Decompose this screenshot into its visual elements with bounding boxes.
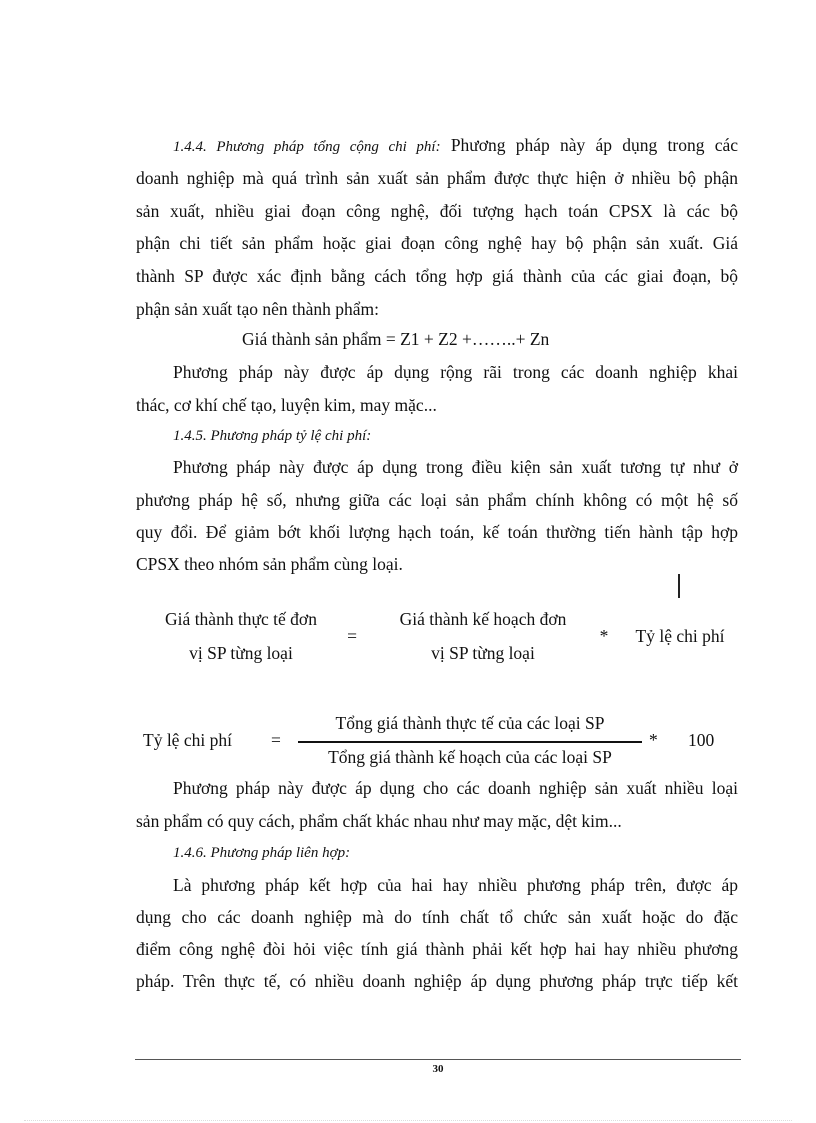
formula1-middle-top: Giá thành kế hoạch đơn: [399, 609, 567, 629]
text-run: Phương pháp này áp dụng trong các: [450, 135, 739, 155]
formula2-denominator: Tổng giá thành kế hoạch của các loại SP: [328, 747, 612, 767]
paragraph-line: phận sản xuất tạo nên thành phẩm:: [136, 299, 379, 319]
paragraph-line: quy đổi. Để giảm bớt khối lượng hạch toán, kế toán thường tiến hành tập hợp: [136, 522, 738, 542]
paragraph-line: dụng cho các doanh nghiệp mà do tính chất tổ chức sản xuất hoặc do đặc: [136, 907, 738, 927]
formula1-left-bottom: vị SP từng loại: [189, 643, 293, 663]
formula1-left-top: Giá thành thực tế đơn: [165, 609, 317, 629]
formula1-times: *: [599, 626, 609, 646]
section-heading-1-4-4: 1.4.4. Phương pháp tổng cộng chi phí:: [173, 139, 441, 155]
paragraph-line: sản phẩm có quy cách, phẩm chất khác nhau như may mặc, dệt kim...: [136, 811, 622, 831]
paragraph-line: CPSX theo nhóm sản phẩm cùng loại.: [136, 554, 403, 574]
page-number: 30: [432, 1063, 444, 1075]
formula2-multiplier: 100: [688, 730, 715, 750]
paragraph-line: phận chi tiết sản phẩm hoặc giai đoạn công nghệ hay bộ phận sản xuất. Giá: [136, 233, 738, 253]
paragraph-line: [173, 133, 738, 159]
paragraph-line: điểm công nghệ đòi hỏi việc tính giá thành phải kết hợp hai hay nhiều phương: [136, 939, 738, 959]
formula2-label: Tỷ lệ chi phí: [143, 730, 232, 750]
paragraph-line: pháp. Trên thực tế, có nhiều doanh nghiệp áp dụng phương pháp trực tiếp kết: [136, 971, 738, 991]
formula2-numerator: Tổng giá thành thực tế của các loại SP: [335, 713, 605, 733]
paragraph-line: doanh nghiệp mà quá trình sản xuất sản phẩm được thực hiện ở nhiều bộ phận: [136, 168, 738, 188]
paragraph-line: thành SP được xác định bằng cách tổng hợp giá thành của các giai đoạn, bộ: [136, 266, 738, 286]
formula2-times: *: [649, 730, 658, 750]
paragraph-line: thác, cơ khí chế tạo, luyện kim, may mặc...: [136, 395, 437, 415]
paragraph-line: Phương pháp này được áp dụng rộng rãi trong các doanh nghiệp khai: [173, 362, 738, 382]
fraction-bar: [298, 741, 642, 743]
footer-rule: [135, 1059, 741, 1060]
paragraph-line: Phương pháp này được áp dụng cho các doanh nghiệp sản xuất nhiều loại: [173, 778, 738, 798]
paragraph-line: sản xuất, nhiều giai đoạn công nghệ, đối tượng hạch toán CPSX là các bộ: [136, 201, 738, 221]
section-heading-1-4-5: 1.4.5. Phương pháp tỷ lệ chi phí:: [173, 428, 372, 444]
paragraph-line: Phương pháp này được áp dụng trong điều kiện sản xuất tương tự như ở: [173, 457, 738, 477]
section-heading-1-4-6: 1.4.6. Phương pháp liên hợp:: [173, 845, 351, 861]
formula-total-cost: Giá thành sản phẩm = Z1 + Z2 +……..+ Zn: [242, 329, 550, 349]
formula1-right: Tỷ lệ chi phí: [635, 626, 725, 646]
formula1-equals: =: [347, 626, 357, 646]
paragraph-line: Là phương pháp kết hợp của hai hay nhiều phương pháp trên, được áp: [173, 875, 738, 895]
text-cursor: [678, 574, 680, 598]
page-edge-divider: [24, 1120, 792, 1121]
formula2-equals: =: [271, 730, 281, 750]
formula1-middle-bottom: vị SP từng loại: [431, 643, 535, 663]
paragraph-line: phương pháp hệ số, nhưng giữa các loại sản phẩm chính không có một hệ số: [136, 490, 738, 510]
